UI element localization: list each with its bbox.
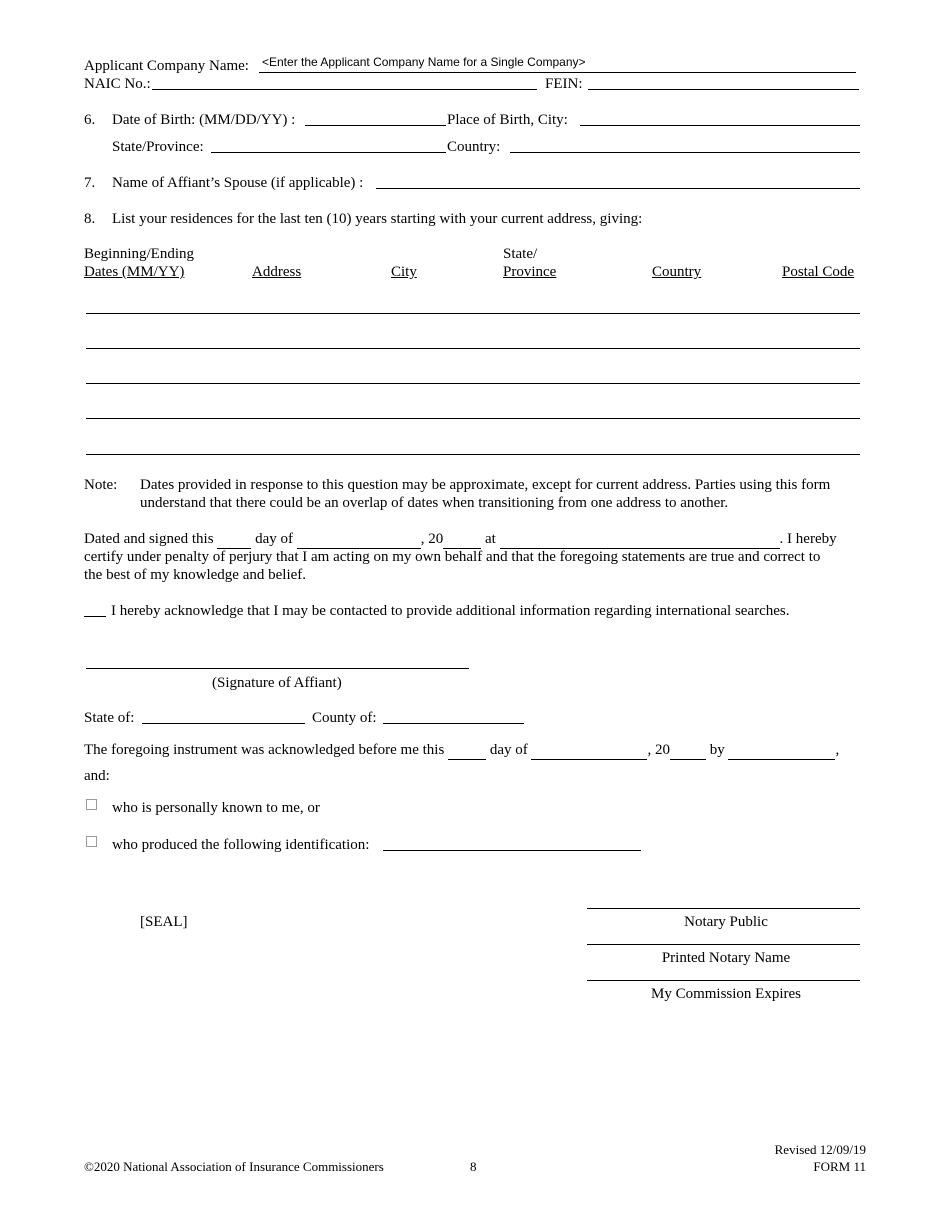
- printed-notary-name-field[interactable]: [587, 944, 860, 945]
- col-dates-top: Beginning/Ending: [84, 246, 194, 262]
- naic-label: NAIC No.:: [84, 76, 151, 92]
- col-dates: Dates (MM/YY): [84, 264, 185, 280]
- seal-label: [SEAL]: [140, 914, 188, 930]
- commission-expires-field[interactable]: [587, 980, 860, 981]
- col-province: Province: [503, 264, 557, 280]
- dob-field[interactable]: [305, 125, 446, 126]
- signature-label: (Signature of Affiant): [212, 675, 342, 691]
- col-country: Country: [652, 264, 702, 280]
- state-province-label: State/Province:: [112, 139, 204, 155]
- q8-number: 8.: [84, 211, 96, 227]
- col-city: City: [391, 264, 417, 280]
- instrument-text: The foregoing instrument was acknowledged before me this: [84, 742, 445, 758]
- instrument-by-text: by: [709, 742, 725, 758]
- footer-revised: Revised 12/09/19: [774, 1142, 866, 1157]
- footer-page-number: 8: [470, 1159, 477, 1174]
- dob-label: Date of Birth: (MM/DD/YY) :: [112, 112, 296, 128]
- note-label: Note:: [84, 477, 118, 493]
- note-line-1: Dates provided in response to this question may be approximate, except for current address. Parties using this form: [140, 477, 831, 493]
- year-field[interactable]: [443, 530, 481, 549]
- notary-public-label: Notary Public: [684, 914, 768, 930]
- spouse-label: Name of Affiant’s Spouse (if applicable) :: [112, 175, 364, 191]
- at-text: at: [484, 531, 496, 547]
- county-of-label: County of:: [312, 710, 377, 726]
- personally-known-checkbox[interactable]: [86, 799, 97, 810]
- q7-number: 7.: [84, 175, 96, 191]
- state-province-field[interactable]: [211, 152, 446, 153]
- month-field[interactable]: [297, 530, 421, 549]
- country-label: Country:: [447, 139, 501, 155]
- acknowledge-initial-field[interactable]: [84, 616, 106, 617]
- q6-number: 6.: [84, 112, 96, 128]
- location-field[interactable]: [500, 530, 780, 549]
- place-of-birth-field[interactable]: [580, 125, 860, 126]
- state-of-label: State of:: [84, 710, 135, 726]
- naic-field[interactable]: [152, 89, 537, 90]
- commission-expires-label: My Commission Expires: [650, 986, 801, 1002]
- dated-signed-line: [84, 530, 837, 549]
- fein-label: FEIN:: [545, 76, 583, 92]
- residence-row-line[interactable]: [86, 454, 860, 455]
- instrument-day-of-text: day of: [489, 742, 528, 758]
- residence-row-line[interactable]: [86, 348, 860, 349]
- spouse-field[interactable]: [376, 188, 860, 189]
- company-name-field[interactable]: [259, 55, 856, 73]
- instrument-day-field[interactable]: [448, 741, 486, 760]
- printed-notary-name-label: Printed Notary Name: [661, 950, 791, 966]
- col-state-top: State/: [503, 246, 538, 262]
- day-field[interactable]: [217, 530, 251, 549]
- and-text: and:: [84, 768, 110, 784]
- note-line-2: understand that there could be an overlap of dates when transitioning from one address to another.: [140, 495, 729, 511]
- q8-text: List your residences for the last ten (10) years starting with your current address, giving:: [112, 211, 643, 227]
- instrument-month-field[interactable]: [531, 741, 647, 760]
- produced-id-checkbox[interactable]: [86, 836, 97, 847]
- certify-line-2: certify under penalty of perjury that I am acting on my own behalf and that the foregoing statements are true and correct to: [84, 549, 821, 565]
- instrument-year-field[interactable]: [670, 741, 706, 760]
- place-of-birth-label: Place of Birth, City:: [447, 112, 568, 128]
- notary-public-signature-field[interactable]: [587, 908, 860, 909]
- col-postal-code: Postal Code: [782, 264, 855, 280]
- dated-signed-text: Dated and signed this: [84, 531, 214, 547]
- residence-row-line[interactable]: [86, 313, 860, 314]
- residence-row-line[interactable]: [86, 383, 860, 384]
- i-hereby-text: . I hereby: [779, 531, 837, 547]
- acknowledge-text: I hereby acknowledge that I may be contacted to provide additional information regarding international searches.: [111, 603, 790, 619]
- county-of-field[interactable]: [383, 723, 524, 724]
- col-address: Address: [252, 264, 302, 280]
- footer-copyright: ©2020 National Association of Insurance Commissioners: [84, 1159, 384, 1174]
- company-name-label: Applicant Company Name:: [84, 58, 249, 74]
- produced-id-label: who produced the following identification:: [112, 837, 370, 853]
- state-of-field[interactable]: [142, 723, 305, 724]
- identification-field[interactable]: [383, 850, 641, 851]
- day-of-text: day of: [255, 531, 293, 547]
- personally-known-label: who is personally known to me, or: [112, 800, 320, 816]
- residence-row-line[interactable]: [86, 418, 860, 419]
- instrument-line: The foregoing instrument was acknowledged before me this day of , 20 by ,: [84, 742, 840, 758]
- country-field[interactable]: [510, 152, 860, 153]
- signature-field[interactable]: [86, 668, 469, 669]
- certify-line-3: the best of my knowledge and belief.: [84, 567, 307, 583]
- company-name-placeholder: <Enter the Applicant Company Name for a Single Company>: [262, 55, 586, 69]
- instrument-by-field[interactable]: [728, 741, 835, 760]
- footer-form-number: FORM 11: [813, 1159, 866, 1174]
- fein-field[interactable]: [588, 89, 859, 90]
- year-prefix-text: , 20: [420, 531, 444, 547]
- instrument-year-prefix: , 20: [647, 742, 670, 758]
